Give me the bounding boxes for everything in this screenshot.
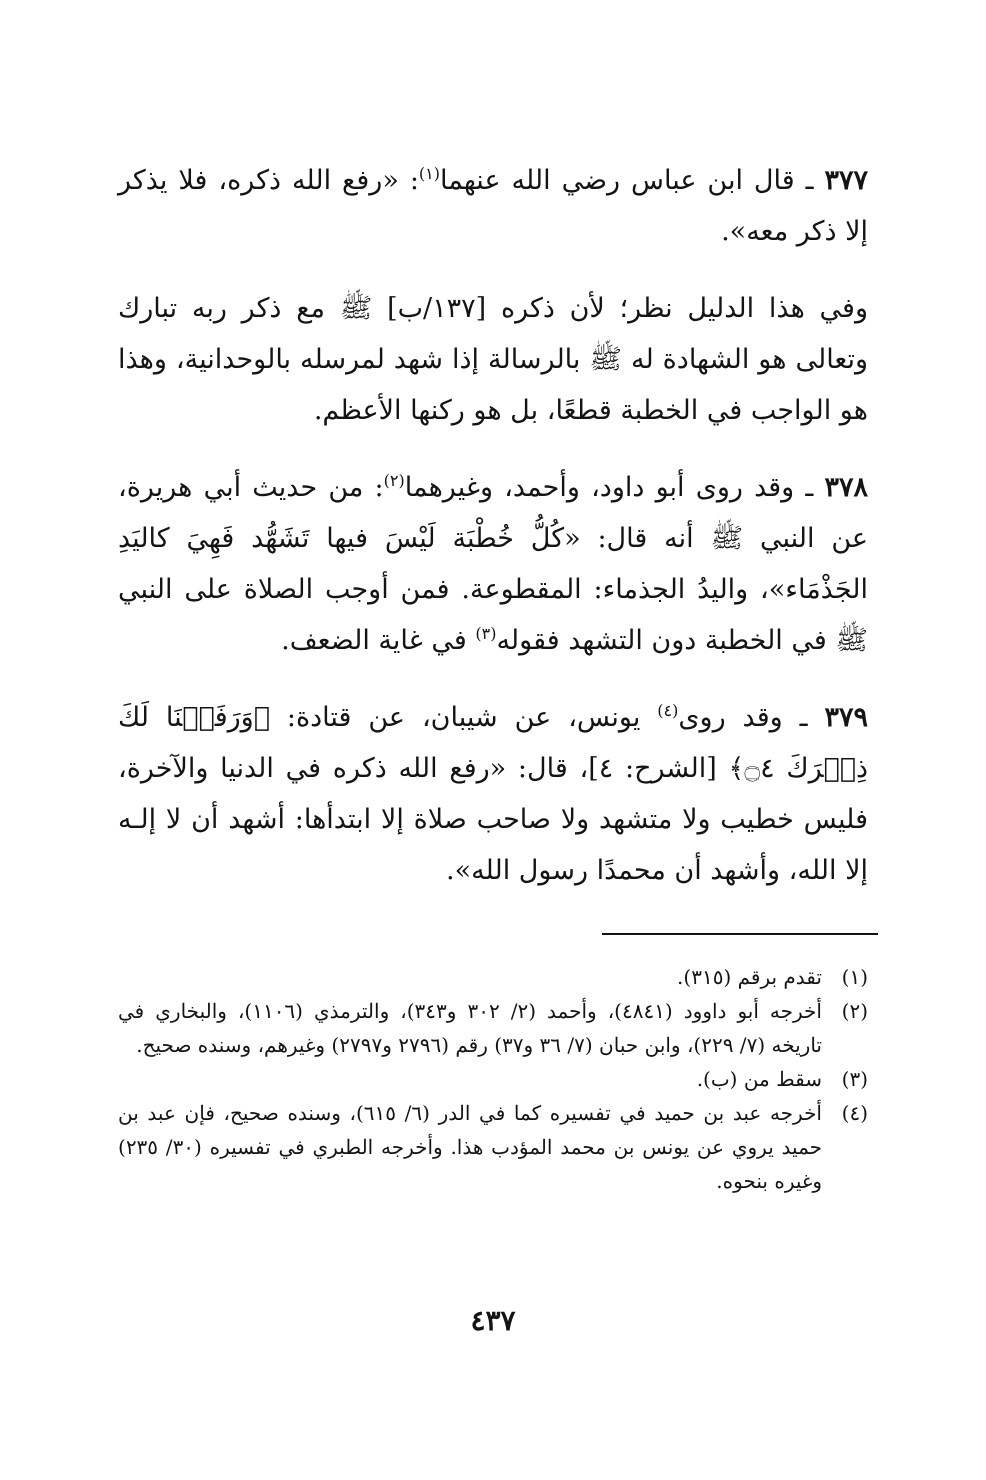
footnote-4: [118, 1096, 868, 1198]
paragraph-378: [118, 462, 868, 666]
paragraph-text: ـ وقد روى أبو داود، وأحمد، وغيرهما: [404, 472, 825, 503]
paragraph-number: ٣٧٧: [824, 165, 869, 196]
footnote-divider: [602, 933, 878, 935]
footnote-number: (٤): [841, 1101, 868, 1125]
footnote-reference[interactable]: (٤): [657, 701, 679, 720]
footnotes-section: [118, 960, 868, 1198]
footnote-reference[interactable]: (٣): [475, 624, 497, 643]
paragraph-text: : «رفع الله ذكره، فلا يذكر إلا ذكر معه».: [118, 165, 868, 247]
footnote-text: أخرجه عبد بن حميد في تفسيره كما في الدر (٦/ ٦١٥)، وسنده صحيح، فإن عبد بن حميد يروي عن يونس بن محمد المؤدب هذا. وأخرجه الطبري في تفسيره (٣٠/ ٢٣٥) وغيره بنحوه.: [118, 1101, 822, 1193]
paragraph-377: [118, 155, 868, 257]
paragraph-text: في غاية الضعف.: [281, 625, 476, 656]
page-number: ٤٣٧: [470, 1304, 516, 1337]
paragraph-number: ٣٧٩: [824, 702, 868, 733]
footnote-1: [118, 960, 868, 994]
footnote-number: (٣): [841, 1067, 868, 1091]
footnote-number: (١): [841, 965, 868, 989]
paragraph-number: ٣٧٨: [824, 472, 868, 503]
footnote-3: [118, 1062, 868, 1096]
footnote-text: سقط من (ب).: [696, 1067, 822, 1091]
paragraph-text: ـ قال ابن عباس رضي الله عنهما: [440, 165, 825, 196]
paragraph-text: : من حديث أبي هريرة، عن النبي ﷺ أنه قال: «كُلُّ خُطْبَة لَيْسَ فيها تَشَهُّد فَهِيَ كاليَدِ الجَذْمَاء»، واليدُ الجذماء: المقطوعة. فمن أوجب الصلاة على النبي ﷺ في الخطبة دون التشهد فقوله: [118, 472, 868, 656]
footnote-reference[interactable]: (٢): [383, 471, 405, 490]
main-text: [118, 155, 868, 922]
footnote-number: (٢): [841, 999, 868, 1023]
paragraph-text: يونس، عن شيبان، عن قتادة: ﴿وَرَفَعۡنَا لَكَ ذِكۡرَكَ ۝٤﴾ [الشرح: ٤]، قال: «رفع الله ذكره في الدنيا والآخرة، فليس خطيب ولا متشهد ولا صاحب صلاة إلا ابتدأها: أشهد أن لا إلـه إلا الله، وأشهد أن محمدًا رسول الله».: [118, 702, 868, 886]
footnote-text: تقدم برقم (٣١٥).: [677, 965, 822, 989]
paragraph-379: [118, 692, 868, 896]
footnote-2: [118, 994, 868, 1062]
footnote-text: أخرجه أبو داوود (٤٨٤١)، وأحمد (٢/ ٣٠٢ و٣٤٣)، والترمذي (١١٠٦)، والبخاري في تاريخه (٧/ ٢٢٩)، وابن حبان (٧/ ٣٦ و٣٧) رقم (٢٧٩٦ و٢٧٩٧) وغيرهم، وسنده صحيح.: [118, 999, 822, 1057]
paragraph-commentary: [118, 283, 868, 436]
footnote-reference[interactable]: (١): [418, 164, 441, 183]
paragraph-text: وفي هذا الدليل نظر؛ لأن ذكره [١٣٧/ب] ﷺ مع ذكر ربه تبارك وتعالى هو الشهادة له ﷺ بالرسالة إذا شهد لمرسله بالوحدانية، وهذا هو الواجب في الخطبة قطعًا، بل هو ركنها الأعظم.: [118, 293, 868, 426]
paragraph-text: ـ وقد روى: [678, 702, 825, 733]
